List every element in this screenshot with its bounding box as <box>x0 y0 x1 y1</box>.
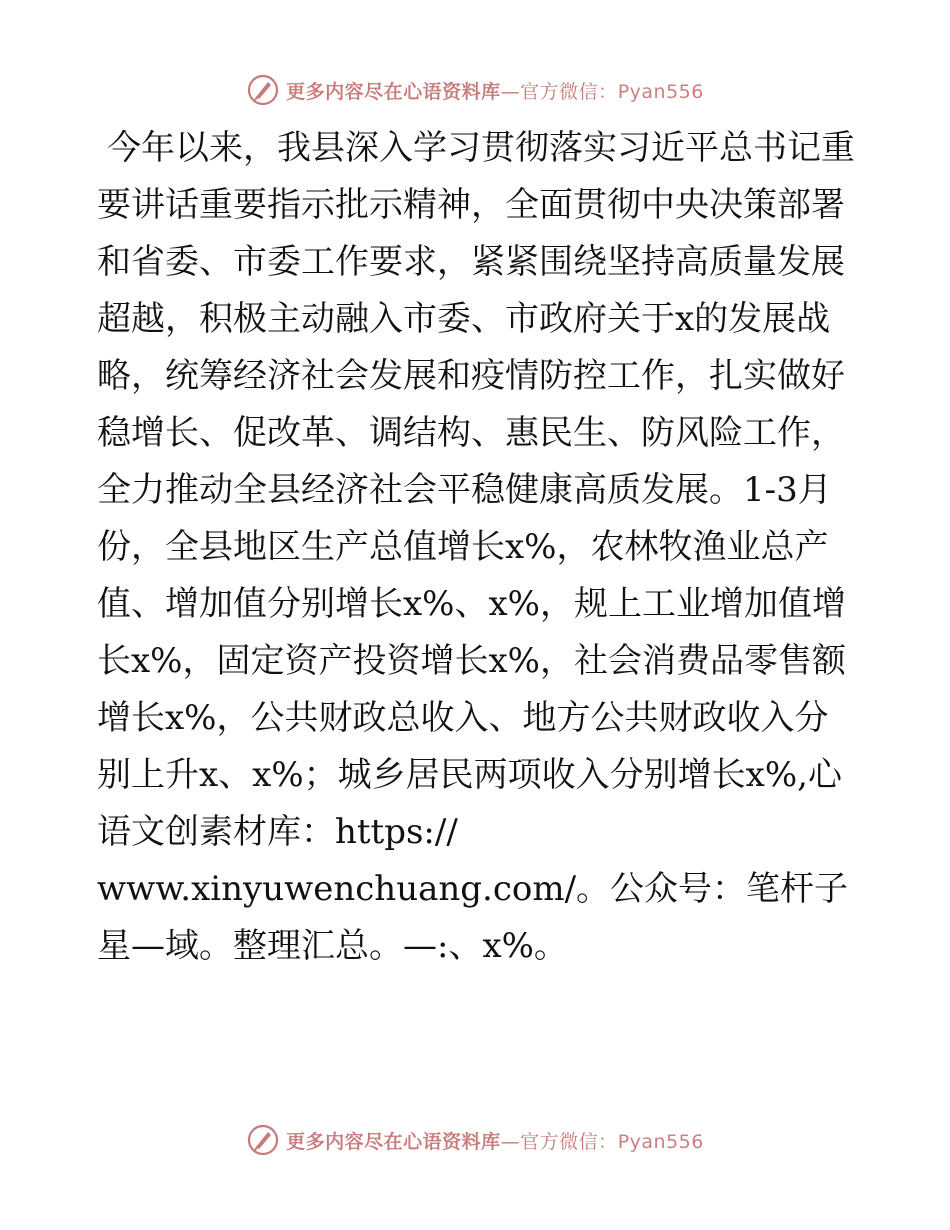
watermark-wechat-label: 官方微信： <box>520 1130 618 1153</box>
footer-watermark <box>0 1120 950 1160</box>
watermark-main-text: 更多内容尽在心语资料库 <box>286 80 501 103</box>
watermark-separator: — <box>500 80 521 103</box>
watermark-main-text: 更多内容尽在心语资料库 <box>286 1130 501 1153</box>
watermark-separator: — <box>500 1130 521 1153</box>
quill-pen-seal-icon <box>246 73 280 107</box>
watermark-text <box>286 77 704 104</box>
header-watermark <box>0 70 950 110</box>
article-paragraph: 今年以来，我县深入学习贯彻落实习近平总书记重要讲话重要指示批示精神，全面贯彻中央决策部署和省委、市委工作要求，紧紧围绕坚持高质量发展超越，积极主动融入市委、市政府关于x的发展战略，统筹经济社会发展和疫情防控工作，扎实做好稳增长、促改革、调结构、惠民生、防风险工作，全力推动全县经济社会平稳健康高质发展。1-3月份，全县地区生产总值增长x%，农林牧渔业总产值、增加值分别增长x%、x%，规上工业增加值增长x%，固定资产投资增长x%，社会消费品零售额增长x%，公共财政总收入、地方公共财政收入分别上升x、x%；城乡居民两项收入分别增长x%,心语文创素材库：https:// www.xinyuwenchuang.com/。公众号：笔杆子星—域。整理汇总。—:、x%。 <box>97 128 855 966</box>
watermark-handle: Pyan556 <box>617 1130 704 1153</box>
watermark-text <box>286 1127 704 1154</box>
quill-pen-seal-icon <box>246 1123 280 1157</box>
watermark-handle: Pyan556 <box>617 80 704 103</box>
article-body <box>97 120 857 975</box>
watermark-wechat-label: 官方微信： <box>520 80 618 103</box>
